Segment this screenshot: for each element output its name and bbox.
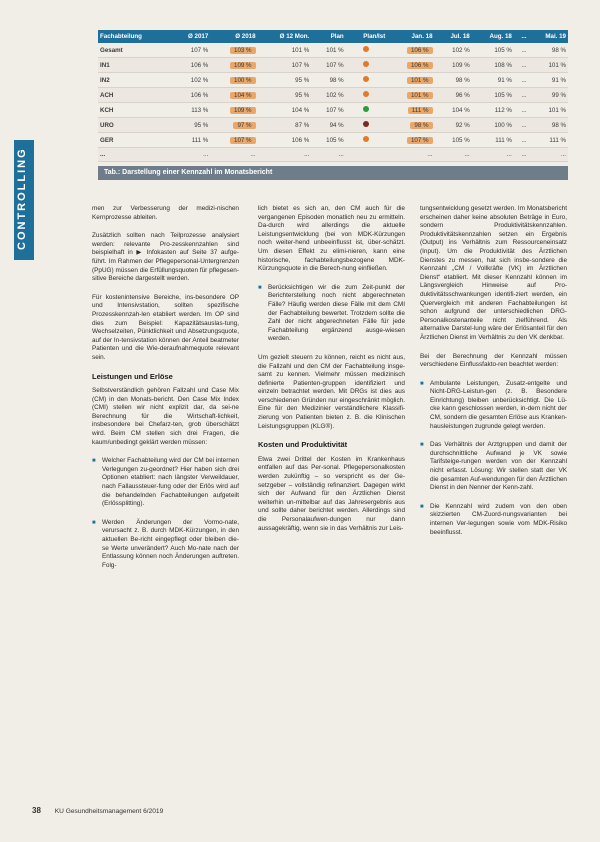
- table-cell: [210, 103, 257, 118]
- table-cell: Gesamt: [98, 43, 171, 58]
- highlight-badge: 104 %: [230, 92, 256, 99]
- page-number: 38: [32, 806, 41, 815]
- table-cell: [210, 58, 257, 73]
- table-cell: 100 %: [472, 118, 514, 133]
- table-cell: [387, 58, 434, 73]
- status-dot-icon: [363, 136, 369, 142]
- highlight-badge: 101 %: [407, 92, 433, 99]
- table-cell: [387, 133, 434, 148]
- paragraph: Zusätzlich sollten nach Teilprozesse analysiert werden: relevante Pro-zesskennzahlen sind beispielhaft in ▶ Infokasten auf Seite 37 aufge-führt. Im Rahmen der Pflegepersonal-Untergrenzen (PpUG) müssen die Erfüllungsquoten für pflegesen-sitive Bereiche dargestellt werden.: [92, 232, 239, 283]
- table-cell: 87 %: [258, 118, 312, 133]
- table-cell: [210, 43, 257, 58]
- table-row: [98, 58, 568, 73]
- bullet-item: ■ Das Verhältnis der Arztgruppen und damit der durchschnittliche Aufwand je VK sowie Tarifsteige-rungen werden von der Kennzahl nicht erfasst. Lösung: Wir stellen statt der VK die gesamten Auf-wendungen für den Ärztlichen Dienst in den Nenner der Kenn-zahl.: [420, 441, 567, 493]
- table-row: [98, 103, 568, 118]
- table-cell: 109 %: [435, 58, 472, 73]
- table-cell: 102 %: [171, 73, 210, 88]
- paragraph: lich bietet es sich an, den CM auch für die vergangenen Episoden monatlich neu zu ermitteln. Da-durch wird allerdings die aktuelle Leistungsentwicklung (bei von MDK-Kürzungen noch weiter-hend unbeeinflusst ist, über-schätzt. Um diesen Effekt zu elimi-nieren, kann eine historische, fachabteilungsbezogene MDK-Kürzungsquote in die Berech-nung einfließen.: [258, 205, 405, 273]
- table-cell: ...: [387, 148, 434, 162]
- table-cell: KCH: [98, 103, 171, 118]
- table-cell: [346, 148, 388, 162]
- highlight-badge: 111 %: [408, 107, 433, 114]
- bullet-item: ■ Die Kennzahl wird zudem von den oben skizzierten CM-Zuord-nungsvarianten bei internen Ver-legungen sowie vom MDK-Risiko beeinflusst.: [420, 503, 567, 537]
- table-cell: 105 %: [311, 133, 345, 148]
- section-heading: Kosten und Produktivität: [258, 440, 348, 450]
- table-header-cell: Ø 2018: [210, 30, 257, 43]
- table-cell: 107 %: [171, 43, 210, 58]
- table-cell: 98 %: [311, 73, 345, 88]
- table-cell: 105 %: [472, 43, 514, 58]
- table-cell: 95 %: [258, 73, 312, 88]
- table-cell: [346, 133, 388, 148]
- monthly-report-table: [98, 30, 568, 162]
- table-cell: 102 %: [311, 88, 345, 103]
- table-row: [98, 133, 568, 148]
- section-heading: Leistungen und Erlöse: [92, 371, 173, 381]
- table-cell: 111 %: [472, 133, 514, 148]
- table-cell: 113 %: [171, 103, 210, 118]
- table-cell: [387, 103, 434, 118]
- table-header-cell: Plan: [311, 30, 345, 43]
- table-cell: 102 %: [435, 43, 472, 58]
- table-cell: 95 %: [171, 118, 210, 133]
- bullet-item: ■ Berücksichtigen wir die zum Zeit-punkt der Berichterstellung noch nicht abgerechneten Fälle? Häufig werden diese Fälle mit dem CMI der Fachabteilung bewertet. Trotzdem sollte die Zahl der nicht abgerechneten Fälle für jede Fachabteilung ergänzend ausge-wiesen werden.: [258, 284, 405, 344]
- table-cell: ...: [514, 148, 529, 162]
- table-cell: 105 %: [472, 88, 514, 103]
- bullet-item: ■ Ambulante Leistungen, Zusatz-entgelte und Nicht-DRG-Leistun-gen (z. B. Besondere Einrichtung) bleiben unberücksichtigt. Die Lü-cke kann geschlossen werden, in-dem nicht der CM, sondern die gesamten Erlöse aus Kranken-hausleistungen zugrunde gelegt werden.: [420, 380, 567, 432]
- paragraph: Für kostenintensive Bereiche, ins-besondere OP und Intensivstation, sollten spezifische Prozesskennzah-len etabliert werden. Im OP sind dies zum Beispiel: Kapazitätsauslas-tung, Wechselzeiten, Pünktlichkeit und Absetzungsquote, auf der In-tensivstation können der Anteil beatmeter Patienten und die Wie-deraufnahmequote relevant sein.: [92, 293, 239, 361]
- table-row: [98, 43, 568, 58]
- highlight-badge: 98 %: [410, 122, 432, 129]
- table-cell: [387, 43, 434, 58]
- table-cell: [210, 118, 257, 133]
- highlight-badge: 109 %: [230, 107, 256, 114]
- table-cell: 101 %: [529, 58, 568, 73]
- highlight-badge: 109 %: [230, 62, 256, 69]
- table-body: [98, 43, 568, 162]
- table-cell: 106 %: [171, 88, 210, 103]
- paragraph: Etwa zwei Drittel der Kosten im Krankenhaus entfallen auf das Per-sonal. Pflegepersonalkosten werden zukünftig – so verspricht es der Ge-setzgeber – vollständig refinanziert. Dagegen wirkt sich der Aufwand für den Ärztlichen Dienst weiterhin un-mittelbar auf das Jahresergebnis aus und sollte daher berichtet werden. Allerdings sind die Personalaufwen-dungen nur dann aussagekräftig, wenn sie in das Verhältnis zur Leis-: [258, 455, 405, 532]
- table-cell: [387, 88, 434, 103]
- table-cell: GER: [98, 133, 171, 148]
- table-cell: 98 %: [529, 118, 568, 133]
- sidebar: [0, 0, 34, 842]
- table-cell: ...: [514, 88, 529, 103]
- table-cell: [346, 58, 388, 73]
- table-cell: 92 %: [435, 118, 472, 133]
- highlight-badge: 107 %: [407, 137, 433, 144]
- status-dot-icon: [363, 76, 369, 82]
- table-cell: URO: [98, 118, 171, 133]
- table-cell: ...: [514, 118, 529, 133]
- table-cell: 99 %: [529, 88, 568, 103]
- bullet-item: ■ Welcher Fachabteilung wird der CM bei internen Verlegungen zu-geordnet? Hier haben sich drei Optionen etabliert: nach längster Verweildauer, nach Fallaussteuer-fung oder der Erlös wird auf die behandelnden Fachabteilungen aufgeteilt (Erlössplitting).: [92, 457, 239, 509]
- status-dot-icon: [363, 106, 369, 112]
- table-cell: 91 %: [472, 73, 514, 88]
- status-dot-icon: [363, 46, 369, 52]
- table-cell: [346, 88, 388, 103]
- table-cell: ...: [311, 148, 345, 162]
- table-cell: IN1: [98, 58, 171, 73]
- table-cell: ...: [514, 103, 529, 118]
- table-cell: 112 %: [472, 103, 514, 118]
- highlight-badge: 106 %: [407, 62, 433, 69]
- table-cell: ...: [514, 73, 529, 88]
- table-header-cell: ...: [514, 30, 529, 43]
- text-column-2: [258, 205, 405, 543]
- table-cell: ...: [171, 148, 210, 162]
- table-cell: ...: [514, 43, 529, 58]
- status-dot-icon: [363, 61, 369, 67]
- table-header-cell: Ø 12 Mon.: [258, 30, 312, 43]
- table-cell: [210, 73, 257, 88]
- table-header-cell: Plan/Ist: [346, 30, 388, 43]
- bullet-item: ■ Werden Änderungen der Vormo-nate, verursacht z. B. durch MDK-Kürzungen, in den aktuellen Be-richt eingepflegt oder bleiben die-se Werte unverändert? Auch Mo-nate nach der Entlassung können noch Änderungen auftreten. Folg-: [92, 519, 239, 571]
- table-header-cell: Mai. 19: [529, 30, 568, 43]
- table-row: [98, 73, 568, 88]
- table-header-cell: Jan. 18: [387, 30, 434, 43]
- table-cell: 108 %: [472, 58, 514, 73]
- table-cell: 94 %: [311, 118, 345, 133]
- table-cell: ...: [529, 148, 568, 162]
- table-cell: 111 %: [529, 133, 568, 148]
- table-row: [98, 148, 568, 162]
- paragraph: Selbstverständlich gehören Fallzahl und Case Mix (CM) in den Monats-bericht. Den Case Mix Index (CMI) stellen wir nicht explizit dar, da sei-ne Berechnung für die Wirtschaft-lichkeit, insbesondere bei Chefarz-ten, grob überschätzt wird. Beim CM stellen sich drei Fragen, die kaum/unbedingt geklärt werden müssen:: [92, 387, 239, 446]
- kennzahl-table: [98, 30, 568, 165]
- highlight-badge: 100 %: [230, 77, 256, 84]
- table-cell: ...: [472, 148, 514, 162]
- table-row: [98, 118, 568, 133]
- highlight-badge: 106 %: [407, 47, 433, 54]
- table-cell: 107 %: [311, 58, 345, 73]
- table-cell: [210, 133, 257, 148]
- table-row: [98, 88, 568, 103]
- section-label: CONTROLLING: [16, 147, 28, 250]
- table-cell: 98 %: [435, 73, 472, 88]
- status-dot-icon: [363, 91, 369, 97]
- table-cell: 96 %: [435, 88, 472, 103]
- table-cell: ...: [98, 148, 171, 162]
- table-caption: Tab.: Darstellung einer Kennzahl im Monatsbericht: [98, 166, 568, 180]
- highlight-badge: 103 %: [230, 47, 256, 54]
- table-cell: 98 %: [529, 43, 568, 58]
- table-header-row: [98, 30, 568, 43]
- table-cell: 106 %: [171, 58, 210, 73]
- highlight-badge: 97 %: [233, 122, 255, 129]
- table-cell: ...: [514, 133, 529, 148]
- table-cell: IN2: [98, 73, 171, 88]
- status-dot-icon: [363, 121, 369, 127]
- table-cell: 107 %: [258, 58, 312, 73]
- table-cell: 105 %: [435, 133, 472, 148]
- publication-source: KU Gesundheitsmanagement 6/2019: [54, 808, 164, 815]
- table-cell: [346, 43, 388, 58]
- paragraph: Um gezielt steuern zu können, reicht es nicht aus, die Fallzahl und den CM der Fachabteilung insge-samt zu kennen. Vielmehr müssen medizinisch definierte Patienten-gruppen identifiziert und einzeln betrachtet werden. Mit DRGs ist dies aus verschiedenen Gründen nur eingeschränkt möglich. Eine für den Medizinier verständlichere Klassifi-zierung von Patienten bieten z. B. die Klinischen Leistungsgruppen (KLG®).: [258, 353, 405, 430]
- table-header-cell: Aug. 18: [472, 30, 514, 43]
- table-cell: 107 %: [311, 103, 345, 118]
- table-cell: [210, 88, 257, 103]
- text-column-1: [92, 205, 239, 580]
- table-cell: 101 %: [311, 43, 345, 58]
- table-header-cell: Ø 2017: [171, 30, 210, 43]
- highlight-badge: 101 %: [407, 77, 433, 84]
- table-cell: [346, 103, 388, 118]
- table-cell: 101 %: [258, 43, 312, 58]
- table-cell: 111 %: [171, 133, 210, 148]
- table-cell: 101 %: [529, 103, 568, 118]
- paragraph: Bei der Berechnung der Kennzahl müssen verschiedene Einflussfakto-ren beachtet werden:: [420, 352, 567, 369]
- table-header-cell: Jul. 18: [435, 30, 472, 43]
- highlight-badge: 107 %: [230, 137, 256, 144]
- page-footer: [32, 806, 163, 815]
- table-cell: ACH: [98, 88, 171, 103]
- table-cell: ...: [210, 148, 257, 162]
- text-column-3: [420, 205, 567, 547]
- table-cell: [346, 73, 388, 88]
- paragraph: men zur Verbesserung der medizi-nischen Kernprozesse ableiten.: [92, 205, 239, 221]
- table-cell: ...: [514, 58, 529, 73]
- table-cell: ...: [258, 148, 312, 162]
- table-cell: 104 %: [258, 103, 312, 118]
- table-cell: 106 %: [258, 133, 312, 148]
- table-cell: ...: [435, 148, 472, 162]
- table-cell: 91 %: [529, 73, 568, 88]
- table-cell: 104 %: [435, 103, 472, 118]
- table-header-cell: Fachabteilung: [98, 30, 171, 43]
- table-cell: [346, 118, 388, 133]
- paragraph: tungsentwicklung gesetzt werden. Im Monatsbericht erscheinen daher keine absoluten Beträge in Euro, sondern Produktivitätskennzahlen. Produktivitätskennzahlen setzen ein Ergebnis (Output) ins Verhältnis zum Ressourceneinsatz (Input). Um die Produktivität des Ärztlichen Dienstes zu messen, hat sich insbe-sondere die Kennzahl „CM / Vollkräfte (VK) im Ärztlichen Dienst“ etabliert. Mit dieser Kennzahl können im Längsvergleich Hinweise auf Pro-duktivitätsschwankungen identifi-ziert werden, ein Quervergleich mit anderen Fachabteilungen ist schon aufgrund der unterschiedlichen DRG-Personalkostenanteile nicht zielführend. Als alternative Darstel-lung wäre der Erlösanteil für den Ärztlichen Dienst im Verhältnis zu den VK denkbar.: [420, 205, 567, 341]
- table-cell: [387, 73, 434, 88]
- table-cell: [387, 118, 434, 133]
- table-cell: 95 %: [258, 88, 312, 103]
